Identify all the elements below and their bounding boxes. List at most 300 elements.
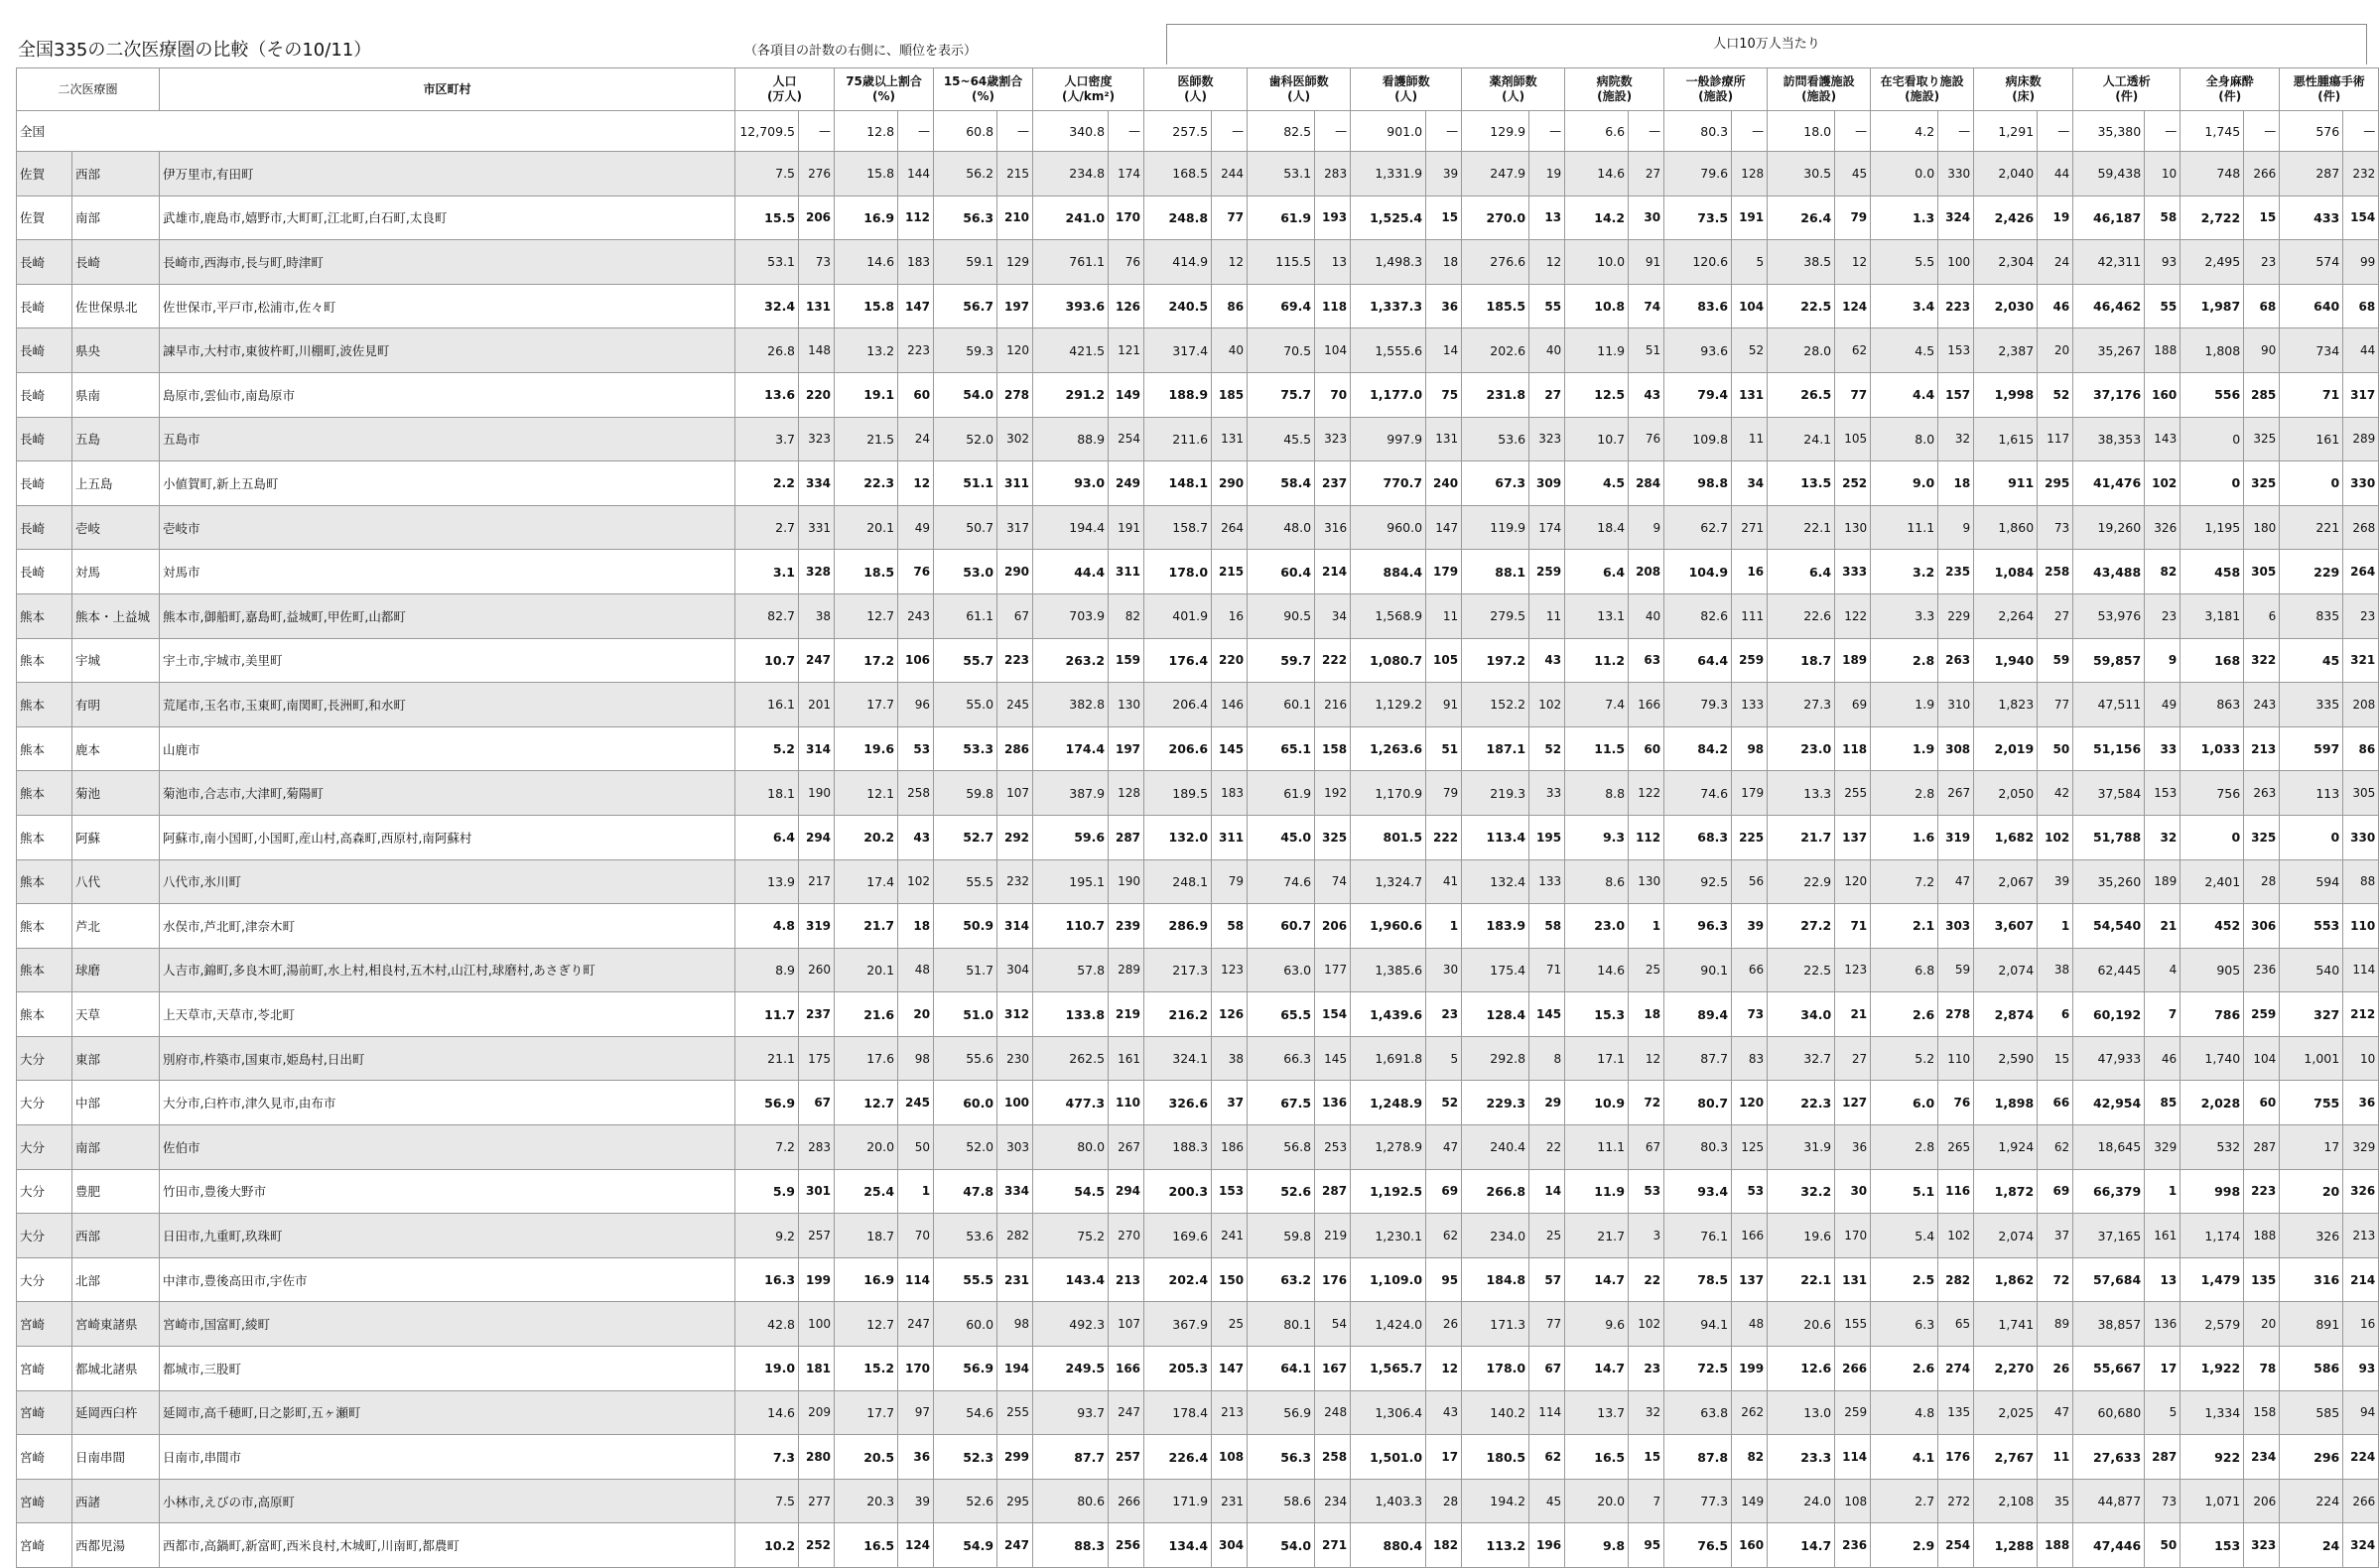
rank-cell: 257 bbox=[799, 1214, 835, 1258]
rank-cell: 98 bbox=[898, 1036, 934, 1081]
value-cell: 20.0 bbox=[835, 1125, 898, 1170]
area-cell: 西都児湯 bbox=[72, 1523, 160, 1568]
value-cell: 54.9 bbox=[934, 1523, 997, 1568]
rank-cell: 13 bbox=[2145, 1257, 2181, 1302]
header-col: 人口密度 (人/km²) bbox=[1033, 68, 1144, 111]
rank-cell: 325 bbox=[1315, 815, 1351, 859]
value-cell: 35,260 bbox=[2073, 859, 2145, 904]
rank-cell: 52 bbox=[1426, 1081, 1462, 1125]
value-cell: 22.9 bbox=[1768, 859, 1835, 904]
area-cell: 宇城 bbox=[72, 638, 160, 683]
rank-cell: 112 bbox=[1629, 815, 1664, 859]
rank-cell: 21 bbox=[1835, 992, 1871, 1037]
rank-cell: 49 bbox=[898, 505, 934, 550]
value-cell: 171.9 bbox=[1144, 1479, 1212, 1523]
rank-cell: 102 bbox=[2038, 815, 2073, 859]
value-cell: 863 bbox=[2181, 683, 2244, 727]
rank-cell: 266 bbox=[1109, 1479, 1144, 1523]
rank-cell: 148 bbox=[799, 328, 835, 373]
rank-cell: 287 bbox=[1315, 1169, 1351, 1214]
value-cell: 16.3 bbox=[735, 1257, 799, 1302]
rank-cell: 189 bbox=[2145, 859, 2181, 904]
table-row bbox=[17, 1302, 2379, 1347]
value-cell: 4.8 bbox=[1871, 1390, 1938, 1435]
rank-cell: 43 bbox=[1529, 638, 1565, 683]
rank-cell: 154 bbox=[2343, 196, 2379, 240]
rank-cell: 123 bbox=[1212, 948, 1248, 992]
value-cell: 1,129.2 bbox=[1351, 683, 1426, 727]
value-cell: 195.1 bbox=[1033, 859, 1109, 904]
value-cell: 23.0 bbox=[1565, 904, 1629, 949]
value-cell: 93.7 bbox=[1033, 1390, 1109, 1435]
rank-cell: 5 bbox=[1732, 240, 1768, 285]
municipality-cell: 島原市,雲仙市,南島原市 bbox=[160, 372, 735, 417]
value-cell: 21.6 bbox=[835, 992, 898, 1037]
value-cell: 153 bbox=[2181, 1523, 2244, 1568]
value-cell: 2,264 bbox=[1974, 593, 2038, 638]
value-cell: 2,270 bbox=[1974, 1347, 2038, 1391]
value-cell: 18.0 bbox=[1768, 111, 1835, 152]
table-row bbox=[17, 284, 2379, 328]
rank-cell: 51 bbox=[1629, 328, 1664, 373]
area-cell: 東部 bbox=[72, 1036, 160, 1081]
value-cell: 11.2 bbox=[1565, 638, 1629, 683]
rank-cell: 131 bbox=[799, 284, 835, 328]
rank-cell: 102 bbox=[1629, 1302, 1664, 1347]
area-cell: 日南串間 bbox=[72, 1435, 160, 1480]
value-cell: 296 bbox=[2280, 1435, 2343, 1480]
value-cell: 585 bbox=[2280, 1390, 2343, 1435]
rank-cell: 328 bbox=[799, 550, 835, 594]
value-cell: 231.8 bbox=[1462, 372, 1529, 417]
value-cell: 421.5 bbox=[1033, 328, 1109, 373]
value-cell: 54.0 bbox=[934, 372, 997, 417]
rank-cell: 28 bbox=[1426, 1479, 1462, 1523]
value-cell: 87.7 bbox=[1033, 1435, 1109, 1480]
value-cell: 10.7 bbox=[1565, 417, 1629, 461]
rank-cell: 71 bbox=[1835, 904, 1871, 949]
rank-cell: 301 bbox=[799, 1169, 835, 1214]
rank-cell: 30 bbox=[1629, 196, 1664, 240]
municipality-cell: 上天草市,天草市,苓北町 bbox=[160, 992, 735, 1037]
value-cell: 63.0 bbox=[1248, 948, 1315, 992]
value-cell: 279.5 bbox=[1462, 593, 1529, 638]
prefecture-cell: 熊本 bbox=[17, 771, 72, 816]
rank-cell: 18 bbox=[1629, 992, 1664, 1037]
value-cell: 37,165 bbox=[2073, 1214, 2145, 1258]
value-cell: 393.6 bbox=[1033, 284, 1109, 328]
rank-cell: 49 bbox=[2145, 683, 2181, 727]
value-cell: 41,476 bbox=[2073, 461, 2145, 506]
rank-cell: 12 bbox=[898, 461, 934, 506]
rank-cell: 129 bbox=[997, 240, 1033, 285]
value-cell: 45.5 bbox=[1248, 417, 1315, 461]
rank-cell: 235 bbox=[1938, 550, 1974, 594]
rank-cell: 131 bbox=[1426, 417, 1462, 461]
rank-cell: 15 bbox=[2244, 196, 2280, 240]
value-cell: 46,187 bbox=[2073, 196, 2145, 240]
value-cell: 47,446 bbox=[2073, 1523, 2145, 1568]
value-cell: 58.4 bbox=[1248, 461, 1315, 506]
rank-cell: 209 bbox=[799, 1390, 835, 1435]
value-cell: 2.8 bbox=[1871, 771, 1938, 816]
rank-cell: 118 bbox=[1315, 284, 1351, 328]
value-cell: 10.0 bbox=[1565, 240, 1629, 285]
value-cell: 174.4 bbox=[1033, 726, 1109, 771]
value-cell: 92.5 bbox=[1664, 859, 1732, 904]
rank-cell: 241 bbox=[1212, 1214, 1248, 1258]
value-cell: 47,933 bbox=[2073, 1036, 2145, 1081]
rank-cell: 47 bbox=[1938, 859, 1974, 904]
rank-cell: 55 bbox=[1529, 284, 1565, 328]
value-cell: 7.2 bbox=[1871, 859, 1938, 904]
area-cell: 長崎 bbox=[72, 240, 160, 285]
rank-cell: 277 bbox=[799, 1479, 835, 1523]
rank-cell: 206 bbox=[799, 196, 835, 240]
rank-cell: 174 bbox=[1529, 505, 1565, 550]
rank-cell: 124 bbox=[898, 1523, 934, 1568]
value-cell: 5.2 bbox=[1871, 1036, 1938, 1081]
rank-cell: 308 bbox=[1938, 726, 1974, 771]
rank-cell: 36 bbox=[1426, 284, 1462, 328]
table-row bbox=[17, 1169, 2379, 1214]
rank-cell: 46 bbox=[2038, 284, 2073, 328]
value-cell: 24.0 bbox=[1768, 1479, 1835, 1523]
rank-cell: 59 bbox=[1938, 948, 1974, 992]
rank-cell: 74 bbox=[1315, 859, 1351, 904]
rank-cell: 153 bbox=[1212, 1169, 1248, 1214]
rank-cell: 30 bbox=[1835, 1169, 1871, 1214]
value-cell: 13.0 bbox=[1768, 1390, 1835, 1435]
rank-cell: 312 bbox=[997, 992, 1033, 1037]
rank-cell: 131 bbox=[1212, 417, 1248, 461]
value-cell: 168 bbox=[2181, 638, 2244, 683]
value-cell: 47.8 bbox=[934, 1169, 997, 1214]
value-cell: 56.8 bbox=[1248, 1125, 1315, 1170]
value-cell: 382.8 bbox=[1033, 683, 1109, 727]
table-row bbox=[17, 1257, 2379, 1302]
value-cell: 0 bbox=[2181, 461, 2244, 506]
value-cell: 640 bbox=[2280, 284, 2343, 328]
rank-note: （各項目の計数の右側に、順位を表示） bbox=[744, 44, 978, 59]
header-col: 看護師数 (人) bbox=[1351, 68, 1462, 111]
rank-cell: 236 bbox=[2244, 948, 2280, 992]
rank-cell: 136 bbox=[2145, 1302, 2181, 1347]
rank-cell: 252 bbox=[1835, 461, 1871, 506]
header-municipality: 市区町村 bbox=[160, 68, 735, 111]
rank-cell: 159 bbox=[1109, 638, 1144, 683]
rank-cell: 149 bbox=[1732, 1479, 1768, 1523]
value-cell: 1,080.7 bbox=[1351, 638, 1426, 683]
rank-cell: 104 bbox=[1315, 328, 1351, 373]
rank-cell: 116 bbox=[1938, 1169, 1974, 1214]
municipality-cell: 佐世保市,平戸市,松浦市,佐々町 bbox=[160, 284, 735, 328]
rank-cell: 45 bbox=[1835, 152, 1871, 196]
value-cell: 2.6 bbox=[1871, 1347, 1938, 1391]
municipality-cell: 佐伯市 bbox=[160, 1125, 735, 1170]
rank-cell: 19 bbox=[2038, 196, 2073, 240]
rank-cell: 181 bbox=[799, 1347, 835, 1391]
value-cell: 7.5 bbox=[735, 152, 799, 196]
value-cell: 4.8 bbox=[735, 904, 799, 949]
table-row bbox=[17, 505, 2379, 550]
value-cell: 1,385.6 bbox=[1351, 948, 1426, 992]
value-cell: 5.9 bbox=[735, 1169, 799, 1214]
value-cell: 52.6 bbox=[934, 1479, 997, 1523]
rank-cell: 60 bbox=[1629, 726, 1664, 771]
rank-cell: 27 bbox=[1629, 152, 1664, 196]
table-row bbox=[17, 1036, 2379, 1081]
rank-cell: 98 bbox=[1732, 726, 1768, 771]
rank-cell: 280 bbox=[799, 1435, 835, 1480]
rank-cell: 114 bbox=[1529, 1390, 1565, 1435]
value-cell: 12.7 bbox=[835, 593, 898, 638]
rank-cell: — bbox=[2038, 111, 2073, 152]
value-cell: 3,181 bbox=[2181, 593, 2244, 638]
value-cell: 2.8 bbox=[1871, 1125, 1938, 1170]
rank-cell: 62 bbox=[1835, 328, 1871, 373]
rank-cell: 89 bbox=[2038, 1302, 2073, 1347]
rank-cell: 135 bbox=[1938, 1390, 1974, 1435]
value-cell: 1,740 bbox=[2181, 1036, 2244, 1081]
rank-cell: 185 bbox=[1212, 372, 1248, 417]
value-cell: 66,379 bbox=[2073, 1169, 2145, 1214]
value-cell: 835 bbox=[2280, 593, 2343, 638]
rank-cell: 25 bbox=[1629, 948, 1664, 992]
value-cell: 134.4 bbox=[1144, 1523, 1212, 1568]
rank-cell: 303 bbox=[1938, 904, 1974, 949]
rank-cell: 220 bbox=[1212, 638, 1248, 683]
rank-cell: 76 bbox=[1938, 1081, 1974, 1125]
value-cell: 18,645 bbox=[2073, 1125, 2145, 1170]
value-cell: 140.2 bbox=[1462, 1390, 1529, 1435]
value-cell: 16.9 bbox=[835, 1257, 898, 1302]
rank-cell: 201 bbox=[799, 683, 835, 727]
value-cell: 2,025 bbox=[1974, 1390, 2038, 1435]
rank-cell: 125 bbox=[1732, 1125, 1768, 1170]
rank-cell: 73 bbox=[2145, 1479, 2181, 1523]
value-cell: 14.7 bbox=[1565, 1257, 1629, 1302]
rank-cell: 290 bbox=[1212, 461, 1248, 506]
value-cell: 387.9 bbox=[1033, 771, 1109, 816]
value-cell: 132.4 bbox=[1462, 859, 1529, 904]
value-cell: 79.6 bbox=[1664, 152, 1732, 196]
value-cell: 44,877 bbox=[2073, 1479, 2145, 1523]
value-cell: 119.9 bbox=[1462, 505, 1529, 550]
per-population-label: 人口10万人当たり bbox=[1166, 24, 2367, 65]
value-cell: 50.9 bbox=[934, 904, 997, 949]
rank-cell: 259 bbox=[1529, 550, 1565, 594]
value-cell: 22.1 bbox=[1768, 505, 1835, 550]
value-cell: 152.2 bbox=[1462, 683, 1529, 727]
value-cell: 11.7 bbox=[735, 992, 799, 1037]
value-cell: 1,741 bbox=[1974, 1302, 2038, 1347]
municipality-cell: 西都市,高鍋町,新富町,西米良村,木城町,川南町,都農町 bbox=[160, 1523, 735, 1568]
rank-cell: 59 bbox=[2038, 638, 2073, 683]
value-cell: 20.3 bbox=[835, 1479, 898, 1523]
value-cell: 13.9 bbox=[735, 859, 799, 904]
rank-cell: 25 bbox=[1212, 1302, 1248, 1347]
rank-cell: 188 bbox=[2145, 328, 2181, 373]
value-cell: 1,170.9 bbox=[1351, 771, 1426, 816]
value-cell: 6.3 bbox=[1871, 1302, 1938, 1347]
rank-cell: 77 bbox=[1212, 196, 1248, 240]
value-cell: 51.7 bbox=[934, 948, 997, 992]
table-row bbox=[17, 1347, 2379, 1391]
rank-cell: 33 bbox=[1529, 771, 1565, 816]
area-cell: 北部 bbox=[72, 1257, 160, 1302]
rank-cell: 77 bbox=[1835, 372, 1871, 417]
rank-cell: 67 bbox=[1629, 1125, 1664, 1170]
rank-cell: 276 bbox=[799, 152, 835, 196]
prefecture-cell: 熊本 bbox=[17, 992, 72, 1037]
value-cell: 27.3 bbox=[1768, 683, 1835, 727]
rank-cell: 121 bbox=[1109, 328, 1144, 373]
rank-cell: 212 bbox=[2343, 992, 2379, 1037]
prefecture-cell: 宮崎 bbox=[17, 1347, 72, 1391]
rank-cell: 245 bbox=[898, 1081, 934, 1125]
rank-cell: 12 bbox=[1629, 1036, 1664, 1081]
value-cell: 80.7 bbox=[1664, 1081, 1732, 1125]
area-cell: 延岡西臼杵 bbox=[72, 1390, 160, 1435]
value-cell: 2,028 bbox=[2181, 1081, 2244, 1125]
value-cell: 226.4 bbox=[1144, 1435, 1212, 1480]
value-cell: 452 bbox=[2181, 904, 2244, 949]
rank-cell: — bbox=[1835, 111, 1871, 152]
value-cell: 4.2 bbox=[1871, 111, 1938, 152]
value-cell: 1,823 bbox=[1974, 683, 2038, 727]
value-cell: 202.4 bbox=[1144, 1257, 1212, 1302]
rank-cell: 137 bbox=[1835, 815, 1871, 859]
value-cell: 1,501.0 bbox=[1351, 1435, 1426, 1480]
rank-cell: 147 bbox=[1212, 1347, 1248, 1391]
rank-cell: 128 bbox=[1109, 771, 1144, 816]
value-cell: 17.7 bbox=[835, 1390, 898, 1435]
rank-cell: 43 bbox=[1426, 1390, 1462, 1435]
value-cell: 20.6 bbox=[1768, 1302, 1835, 1347]
rank-cell: 179 bbox=[1426, 550, 1462, 594]
rank-cell: 176 bbox=[1315, 1257, 1351, 1302]
value-cell: 16.9 bbox=[835, 196, 898, 240]
value-cell: 18.5 bbox=[835, 550, 898, 594]
rank-cell: 114 bbox=[1835, 1435, 1871, 1480]
rank-cell: 274 bbox=[1938, 1347, 1974, 1391]
rank-cell: 294 bbox=[799, 815, 835, 859]
value-cell: 240.5 bbox=[1144, 284, 1212, 328]
value-cell: 21.7 bbox=[1565, 1214, 1629, 1258]
rank-cell: 208 bbox=[2343, 683, 2379, 727]
value-cell: 4.5 bbox=[1871, 328, 1938, 373]
rank-cell: 283 bbox=[1315, 152, 1351, 196]
rank-cell: — bbox=[898, 111, 934, 152]
rank-cell: 254 bbox=[1109, 417, 1144, 461]
rank-cell: 70 bbox=[1315, 372, 1351, 417]
rank-cell: 39 bbox=[2038, 859, 2073, 904]
value-cell: 37,176 bbox=[2073, 372, 2145, 417]
value-cell: 540 bbox=[2280, 948, 2343, 992]
value-cell: 188.3 bbox=[1144, 1125, 1212, 1170]
municipality-cell: 熊本市,御船町,嘉島町,益城町,甲佐町,山都町 bbox=[160, 593, 735, 638]
value-cell: 148.1 bbox=[1144, 461, 1212, 506]
value-cell: 63.8 bbox=[1664, 1390, 1732, 1435]
value-cell: 2,401 bbox=[2181, 859, 2244, 904]
rank-cell: 75 bbox=[1426, 372, 1462, 417]
value-cell: 180.5 bbox=[1462, 1435, 1529, 1480]
rank-cell: 264 bbox=[2343, 550, 2379, 594]
value-cell: 12.7 bbox=[835, 1081, 898, 1125]
header-col: 歯科医師数 (人) bbox=[1248, 68, 1351, 111]
value-cell: 3.4 bbox=[1871, 284, 1938, 328]
rank-cell: 93 bbox=[2145, 240, 2181, 285]
value-cell: 60.0 bbox=[934, 1302, 997, 1347]
rank-cell: 323 bbox=[1529, 417, 1565, 461]
value-cell: 35,267 bbox=[2073, 328, 2145, 373]
municipality-cell: 延岡市,高千穂町,日之影町,五ヶ瀬町 bbox=[160, 1390, 735, 1435]
rank-cell: 311 bbox=[1212, 815, 1248, 859]
value-cell: 891 bbox=[2280, 1302, 2343, 1347]
rank-cell: 260 bbox=[799, 948, 835, 992]
value-cell: 60.8 bbox=[934, 111, 997, 152]
rank-cell: 146 bbox=[1212, 683, 1248, 727]
value-cell: 2,579 bbox=[2181, 1302, 2244, 1347]
value-cell: 79.3 bbox=[1664, 683, 1732, 727]
rank-cell: 15 bbox=[2038, 1036, 2073, 1081]
value-cell: 1,195 bbox=[2181, 505, 2244, 550]
value-cell: 1,568.9 bbox=[1351, 593, 1426, 638]
value-cell: 241.0 bbox=[1033, 196, 1109, 240]
rank-cell: 120 bbox=[1835, 859, 1871, 904]
value-cell: 761.1 bbox=[1033, 240, 1109, 285]
rank-cell: 120 bbox=[997, 328, 1033, 373]
value-cell: 60.4 bbox=[1248, 550, 1315, 594]
municipality-cell: 壱岐市 bbox=[160, 505, 735, 550]
rank-cell: 12 bbox=[1835, 240, 1871, 285]
value-cell: 54.0 bbox=[1248, 1523, 1315, 1568]
value-cell: 4.5 bbox=[1565, 461, 1629, 506]
value-cell: 14.6 bbox=[835, 240, 898, 285]
rank-cell: 74 bbox=[1629, 284, 1664, 328]
value-cell: 734 bbox=[2280, 328, 2343, 373]
rank-cell: — bbox=[1938, 111, 1974, 152]
value-cell: 115.5 bbox=[1248, 240, 1315, 285]
rank-cell: 278 bbox=[1938, 992, 1974, 1037]
header-col: 15~64歳割合 (%) bbox=[934, 68, 1033, 111]
value-cell: 2,304 bbox=[1974, 240, 2038, 285]
rank-cell: 52 bbox=[1732, 328, 1768, 373]
rank-cell: 287 bbox=[2145, 1435, 2181, 1480]
rank-cell: 40 bbox=[1212, 328, 1248, 373]
prefecture-cell: 佐賀 bbox=[17, 152, 72, 196]
value-cell: 5.5 bbox=[1871, 240, 1938, 285]
rank-cell: 282 bbox=[1938, 1257, 1974, 1302]
rank-cell: 314 bbox=[799, 726, 835, 771]
value-cell: 586 bbox=[2280, 1347, 2343, 1391]
municipality-cell: 伊万里市,有田町 bbox=[160, 152, 735, 196]
rank-cell: — bbox=[2145, 111, 2181, 152]
rank-cell: 124 bbox=[1835, 284, 1871, 328]
value-cell: 1,174 bbox=[2181, 1214, 2244, 1258]
prefecture-cell: 長崎 bbox=[17, 417, 72, 461]
value-cell: 22.5 bbox=[1768, 284, 1835, 328]
value-cell: 13.6 bbox=[735, 372, 799, 417]
value-cell: 55.7 bbox=[934, 638, 997, 683]
value-cell: 905 bbox=[2181, 948, 2244, 992]
value-cell: 12.5 bbox=[1565, 372, 1629, 417]
rank-cell: 166 bbox=[1732, 1214, 1768, 1258]
rank-cell: 106 bbox=[898, 638, 934, 683]
value-cell: 287 bbox=[2280, 152, 2343, 196]
value-cell: 1,278.9 bbox=[1351, 1125, 1426, 1170]
